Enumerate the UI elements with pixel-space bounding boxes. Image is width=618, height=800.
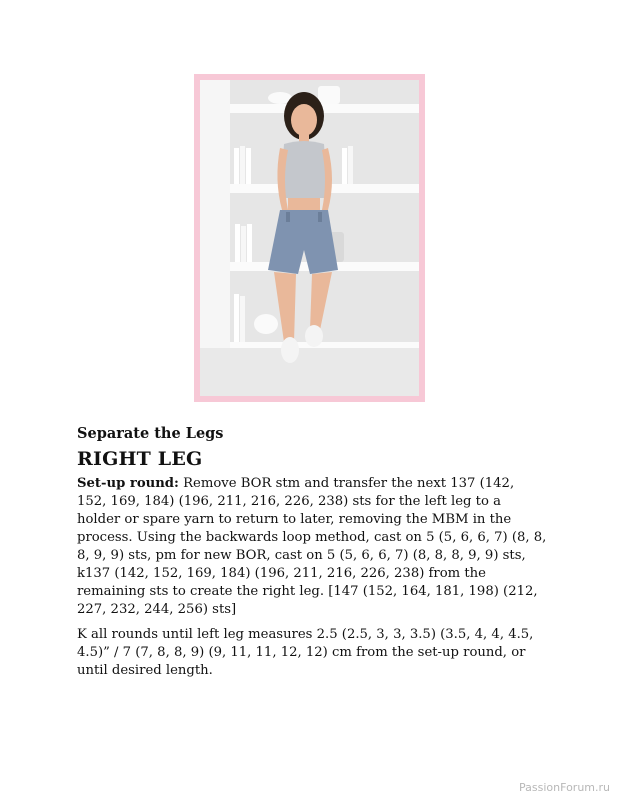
rounds-paragraph: K all rounds until left leg measures 2.5 (2.5, 3, 3, 3.5) (3.5, 4, 4, 4.5, 4.5)” / 7 (7, 8, 8, 9) (9, 11, 11, 12, 12) cm from the set-up round, or until desired length. — [77, 627, 534, 678]
pattern-content — [77, 425, 547, 687]
setup-round-label: Set-up round: — [77, 476, 179, 491]
model-photo — [200, 80, 419, 396]
section-title: RIGHT LEG — [77, 448, 203, 470]
setup-round-text: Remove BOR stm and transfer the next 137 (142, 152, 169, 184) (196, 211, 216, 226, 238) sts for the left leg to a holder or spare yarn to return to later, removing the MBM in the process. Using the backwards loop method, cast on 5 (5, 6, 6, 7) (8, 8, 8, 9, 9) sts, pm for new BOR, cast on 5 (5, 6, 6, 7) (8, 8, 8, 9, 9) sts, k137 (142, 152, 169, 184) (196, 211, 216, 226, 238) from the remaining sts to create the right leg. [147 (152, 164, 181, 198) (212, 227, 232, 244, 256) sts] — [77, 476, 547, 617]
section-subtitle: Separate the Legs — [77, 425, 224, 442]
photo-illustration — [200, 80, 419, 396]
watermark: PassionForum.ru — [519, 781, 610, 794]
setup-round-paragraph — [77, 475, 547, 619]
photo-frame — [194, 74, 425, 402]
